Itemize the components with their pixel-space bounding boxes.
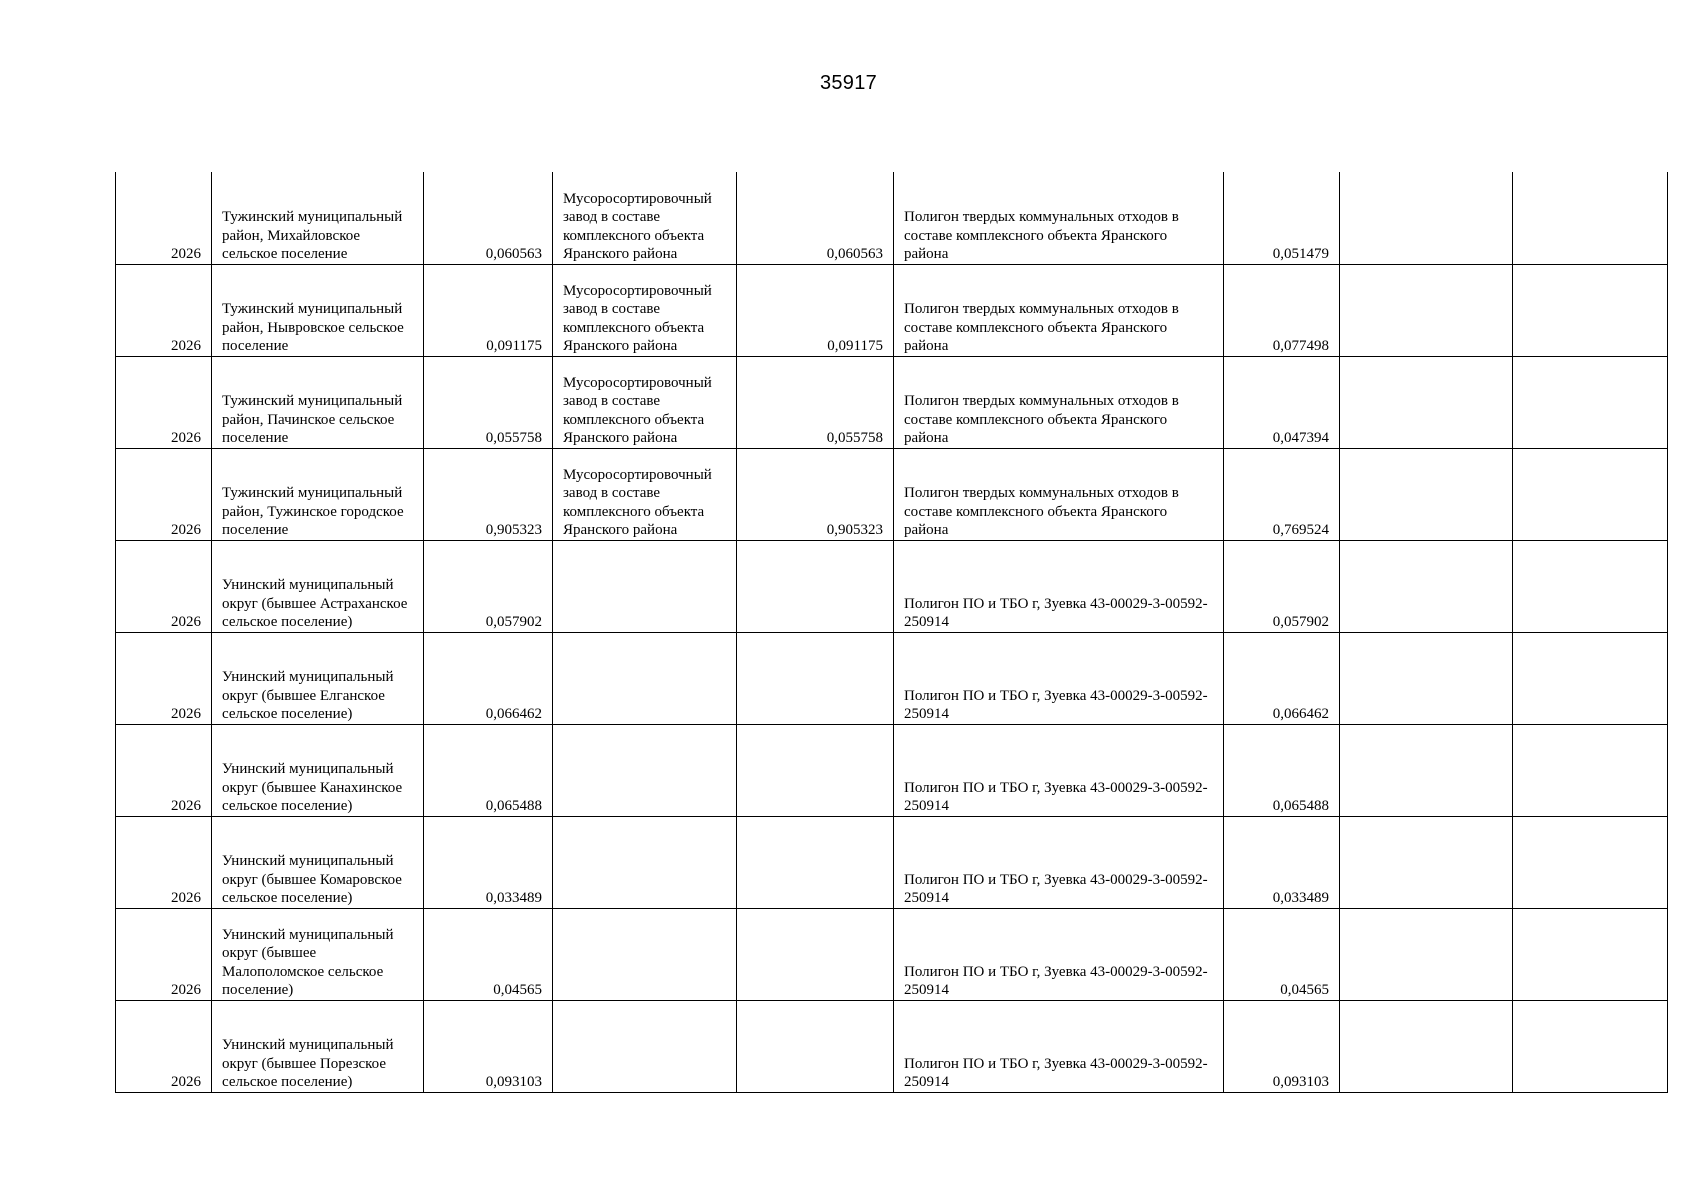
volume-source-cell	[424, 1000, 553, 1092]
volume-sorting-cell	[737, 540, 894, 632]
year-cell	[116, 448, 212, 540]
table-row	[116, 724, 1668, 816]
volume-sorting-cell	[737, 172, 894, 264]
table-row	[116, 908, 1668, 1000]
waste-flow-table	[115, 172, 1668, 1093]
volume-landfill-cell	[1224, 540, 1340, 632]
volume-source-cell	[424, 816, 553, 908]
volume3-text: 0,033489	[1272, 890, 1329, 906]
extra-cell-1	[1340, 356, 1513, 448]
volume1-text: 0,060563	[485, 246, 542, 262]
landfill-text: Полигон твердых коммунальных отходов в составе комплексного объекта Яранского района	[904, 301, 1179, 354]
landfill-cell	[894, 724, 1224, 816]
landfill-cell	[894, 540, 1224, 632]
sorting-facility-cell	[553, 448, 737, 540]
volume-sorting-cell	[737, 356, 894, 448]
table-row	[116, 172, 1668, 264]
municipality-cell	[212, 908, 424, 1000]
sorting-facility-cell	[553, 356, 737, 448]
volume1-text: 0,057902	[485, 614, 542, 630]
volume2-text: 0,060563	[826, 246, 883, 262]
sorting-facility-cell	[553, 1000, 737, 1092]
volume-source-cell	[424, 356, 553, 448]
municipality-text: Тужинский муниципальный район, Тужинское городское поселение	[222, 485, 404, 538]
volume3-text: 0,065488	[1272, 798, 1329, 814]
extra-cell-1	[1340, 1000, 1513, 1092]
page-number: 35917	[819, 72, 878, 94]
volume1-text: 0,033489	[485, 890, 542, 906]
extra-cell-2	[1513, 724, 1668, 816]
year-cell	[116, 356, 212, 448]
volume3-text: 0,077498	[1272, 338, 1329, 354]
municipality-cell	[212, 264, 424, 356]
volume1-text: 0,04565	[493, 982, 542, 998]
volume2-text: 0,055758	[826, 430, 883, 446]
municipality-cell	[212, 356, 424, 448]
volume1-text: 0,091175	[486, 338, 542, 354]
volume-landfill-cell	[1224, 264, 1340, 356]
landfill-text: Полигон твердых коммунальных отходов в составе комплексного объекта Яранского района	[904, 209, 1179, 262]
year-text: 2026	[171, 338, 201, 354]
volume1-text: 0,055758	[485, 430, 542, 446]
year-text: 2026	[171, 522, 201, 538]
municipality-cell	[212, 448, 424, 540]
volume1-text: 0,905323	[485, 522, 542, 538]
landfill-cell	[894, 632, 1224, 724]
facility-text: Мусоросортировочный завод в составе комплексного объекта Яранского района	[563, 282, 712, 354]
extra-cell-2	[1513, 632, 1668, 724]
volume-landfill-cell	[1224, 724, 1340, 816]
volume-sorting-cell	[737, 724, 894, 816]
table-row	[116, 540, 1668, 632]
extra-cell-1	[1340, 816, 1513, 908]
municipality-cell	[212, 1000, 424, 1092]
municipality-cell	[212, 172, 424, 264]
landfill-cell	[894, 1000, 1224, 1092]
facility-text: Мусоросортировочный завод в составе комплексного объекта Яранского района	[563, 374, 712, 446]
municipality-text: Унинский муниципальный округ (бывшее Астраханское сельское поселение)	[222, 577, 408, 630]
volume3-text: 0,051479	[1272, 246, 1329, 262]
volume-landfill-cell	[1224, 632, 1340, 724]
extra-cell-1	[1340, 172, 1513, 264]
landfill-text: Полигон ПО и ТБО г, Зуевка 43-00029-3-00592-250914	[904, 871, 1208, 906]
municipality-text: Тужинский муниципальный район, Нывровское сельское поселение	[222, 301, 404, 354]
volume-source-cell	[424, 540, 553, 632]
volume-source-cell	[424, 172, 553, 264]
municipality-text: Унинский муниципальный округ (бывшее Комаровское сельское поселение)	[222, 853, 402, 906]
municipality-text: Унинский муниципальный округ (бывшее Малополомское сельское поселение)	[222, 926, 394, 998]
volume-landfill-cell	[1224, 1000, 1340, 1092]
year-text: 2026	[171, 614, 201, 630]
year-text: 2026	[171, 982, 201, 998]
extra-cell-2	[1513, 1000, 1668, 1092]
extra-cell-1	[1340, 540, 1513, 632]
volume-landfill-cell	[1224, 356, 1340, 448]
volume-landfill-cell	[1224, 816, 1340, 908]
extra-cell-1	[1340, 632, 1513, 724]
facility-text: Мусоросортировочный завод в составе комплексного объекта Яранского района	[563, 190, 712, 262]
extra-cell-1	[1340, 448, 1513, 540]
volume1-text: 0,065488	[485, 798, 542, 814]
year-text: 2026	[171, 1074, 201, 1090]
year-text: 2026	[171, 890, 201, 906]
municipality-text: Унинский муниципальный округ (бывшее Порезское сельское поселение)	[222, 1037, 394, 1090]
extra-cell-1	[1340, 264, 1513, 356]
table-row	[116, 816, 1668, 908]
extra-cell-2	[1513, 172, 1668, 264]
landfill-text: Полигон ПО и ТБО г, Зуевка 43-00029-3-00592-250914	[904, 963, 1208, 998]
landfill-text: Полигон ПО и ТБО г, Зуевка 43-00029-3-00592-250914	[904, 595, 1208, 630]
sorting-facility-cell	[553, 264, 737, 356]
year-cell	[116, 264, 212, 356]
municipality-cell	[212, 540, 424, 632]
volume3-text: 0,769524	[1272, 522, 1329, 538]
table-row	[116, 448, 1668, 540]
year-cell	[116, 908, 212, 1000]
landfill-text: Полигон ПО и ТБО г, Зуевка 43-00029-3-00592-250914	[904, 687, 1208, 722]
year-cell	[116, 816, 212, 908]
year-text: 2026	[171, 706, 201, 722]
volume3-text: 0,047394	[1272, 430, 1329, 446]
volume-landfill-cell	[1224, 908, 1340, 1000]
volume2-text: 0,905323	[826, 522, 883, 538]
landfill-text: Полигон твердых коммунальных отходов в составе комплексного объекта Яранского района	[904, 393, 1179, 446]
volume-source-cell	[424, 724, 553, 816]
volume-landfill-cell	[1224, 448, 1340, 540]
extra-cell-2	[1513, 540, 1668, 632]
municipality-text: Тужинский муниципальный район, Михайловское сельское поселение	[222, 209, 403, 262]
municipality-text: Тужинский муниципальный район, Пачинское сельское поселение	[222, 393, 403, 446]
volume3-text: 0,057902	[1272, 614, 1329, 630]
table-row	[116, 356, 1668, 448]
table-row	[116, 1000, 1668, 1092]
table-body	[116, 172, 1668, 1092]
landfill-text: Полигон ПО и ТБО г, Зуевка 43-00029-3-00592-250914	[904, 1055, 1208, 1090]
table-row	[116, 632, 1668, 724]
volume-source-cell	[424, 264, 553, 356]
municipality-cell	[212, 724, 424, 816]
volume-sorting-cell	[737, 632, 894, 724]
facility-text: Мусоросортировочный завод в составе комплексного объекта Яранского района	[563, 466, 712, 538]
year-text: 2026	[171, 246, 201, 262]
volume3-text: 0,093103	[1272, 1074, 1329, 1090]
sorting-facility-cell	[553, 908, 737, 1000]
extra-cell-1	[1340, 908, 1513, 1000]
sorting-facility-cell	[553, 632, 737, 724]
sorting-facility-cell	[553, 816, 737, 908]
year-text: 2026	[171, 430, 201, 446]
volume1-text: 0,066462	[485, 706, 542, 722]
extra-cell-2	[1513, 908, 1668, 1000]
extra-cell-2	[1513, 448, 1668, 540]
landfill-text: Полигон твердых коммунальных отходов в составе комплексного объекта Яранского района	[904, 485, 1179, 538]
volume-sorting-cell	[737, 908, 894, 1000]
extra-cell-2	[1513, 356, 1668, 448]
sorting-facility-cell	[553, 724, 737, 816]
volume-landfill-cell	[1224, 172, 1340, 264]
municipality-cell	[212, 632, 424, 724]
volume-source-cell	[424, 448, 553, 540]
extra-cell-2	[1513, 264, 1668, 356]
volume3-text: 0,04565	[1280, 982, 1329, 998]
municipality-text: Унинский муниципальный округ (бывшее Канахинское сельское поселение)	[222, 761, 403, 814]
landfill-text: Полигон ПО и ТБО г, Зуевка 43-00029-3-00592-250914	[904, 779, 1208, 814]
landfill-cell	[894, 816, 1224, 908]
year-cell	[116, 724, 212, 816]
volume-source-cell	[424, 908, 553, 1000]
year-cell	[116, 540, 212, 632]
volume3-text: 0,066462	[1272, 706, 1329, 722]
table-row	[116, 264, 1668, 356]
volume2-text: 0,091175	[827, 338, 883, 354]
extra-cell-1	[1340, 724, 1513, 816]
year-cell	[116, 172, 212, 264]
volume-sorting-cell	[737, 1000, 894, 1092]
volume-sorting-cell	[737, 816, 894, 908]
volume-source-cell	[424, 632, 553, 724]
year-text: 2026	[171, 798, 201, 814]
volume-sorting-cell	[737, 264, 894, 356]
sorting-facility-cell	[553, 172, 737, 264]
volume-sorting-cell	[737, 448, 894, 540]
volume1-text: 0,093103	[485, 1074, 542, 1090]
extra-cell-2	[1513, 816, 1668, 908]
landfill-cell	[894, 356, 1224, 448]
landfill-cell	[894, 264, 1224, 356]
landfill-cell	[894, 448, 1224, 540]
landfill-cell	[894, 908, 1224, 1000]
landfill-cell	[894, 172, 1224, 264]
year-cell	[116, 632, 212, 724]
municipality-text: Унинский муниципальный округ (бывшее Елганское сельское поселение)	[222, 669, 394, 722]
sorting-facility-cell	[553, 540, 737, 632]
year-cell	[116, 1000, 212, 1092]
municipality-cell	[212, 816, 424, 908]
